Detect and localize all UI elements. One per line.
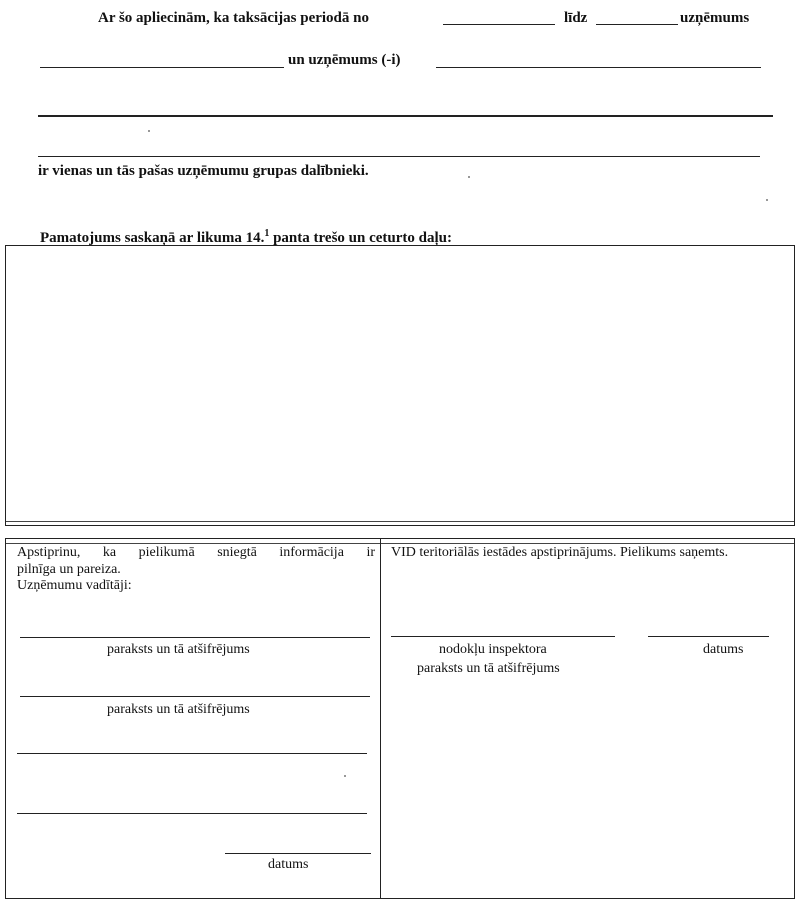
inspector-date-line[interactable] — [648, 636, 769, 637]
other-companies-blank[interactable] — [436, 67, 761, 68]
confirm-text — [17, 545, 375, 595]
justification-label-tail: panta trešo un ceturto daļu: — [269, 230, 452, 246]
companies-continuation-blank-2[interactable] — [38, 156, 760, 157]
inspector-date-caption: datums — [703, 642, 744, 657]
inspector-signature-line[interactable] — [391, 636, 615, 637]
inspector-caption-line1: nodokļu inspektora — [439, 642, 547, 657]
period-to-blank[interactable] — [596, 24, 678, 25]
statement-until-text: līdz — [564, 10, 588, 26]
company-name-blank[interactable] — [40, 67, 284, 68]
signature-table-divider — [380, 538, 381, 899]
confirm-line1: Apstiprinu, ka pielikumā sniegtā informācija ir — [17, 545, 375, 560]
statement-company-text: uzņēmums — [680, 10, 750, 26]
signature-table-inner-rule — [6, 543, 794, 544]
companies-continuation-blank[interactable] — [38, 115, 773, 117]
signature-caption-2: paraksts un tā atšifrējums — [107, 702, 250, 717]
scan-speck — [148, 130, 150, 132]
manager-signature-line-2[interactable] — [20, 696, 370, 697]
justification-label-sup: 1 — [264, 228, 270, 239]
group-members-text: ir vienas un tās pašas uzņēmumu grupas dalībnieki. — [38, 163, 369, 179]
scan-speck — [766, 199, 768, 201]
manager-signature-line-4[interactable] — [17, 813, 367, 814]
vid-approval-text: VID teritoriālās iestādes apstiprinājums. Pielikums saņemts. — [391, 545, 729, 560]
inspector-caption-line2: paraksts un tā atšifrējums — [417, 661, 560, 676]
managers-label: Uzņēmumu vadītāji: — [17, 578, 132, 594]
manager-date-line[interactable] — [225, 853, 371, 854]
statement-companies-text: un uzņēmums (-i) — [288, 52, 401, 68]
scan-speck — [344, 775, 346, 777]
scan-speck — [468, 176, 470, 178]
justification-box-inner-rule — [6, 521, 794, 522]
justification-box[interactable] — [5, 245, 795, 526]
justification-label — [40, 228, 452, 246]
period-from-blank[interactable] — [443, 24, 555, 25]
manager-signature-line-3[interactable] — [17, 753, 367, 754]
manager-date-caption: datums — [268, 857, 309, 872]
signature-caption-1: paraksts un tā atšifrējums — [107, 642, 250, 657]
justification-label-main: Pamatojums saskaņā ar likuma 14. — [40, 230, 265, 246]
manager-signature-line-1[interactable] — [20, 637, 370, 638]
statement-line1-text: Ar šo apliecinām, ka taksācijas periodā no — [98, 10, 369, 26]
confirm-line2: pilnīga un pareiza. — [17, 561, 121, 577]
